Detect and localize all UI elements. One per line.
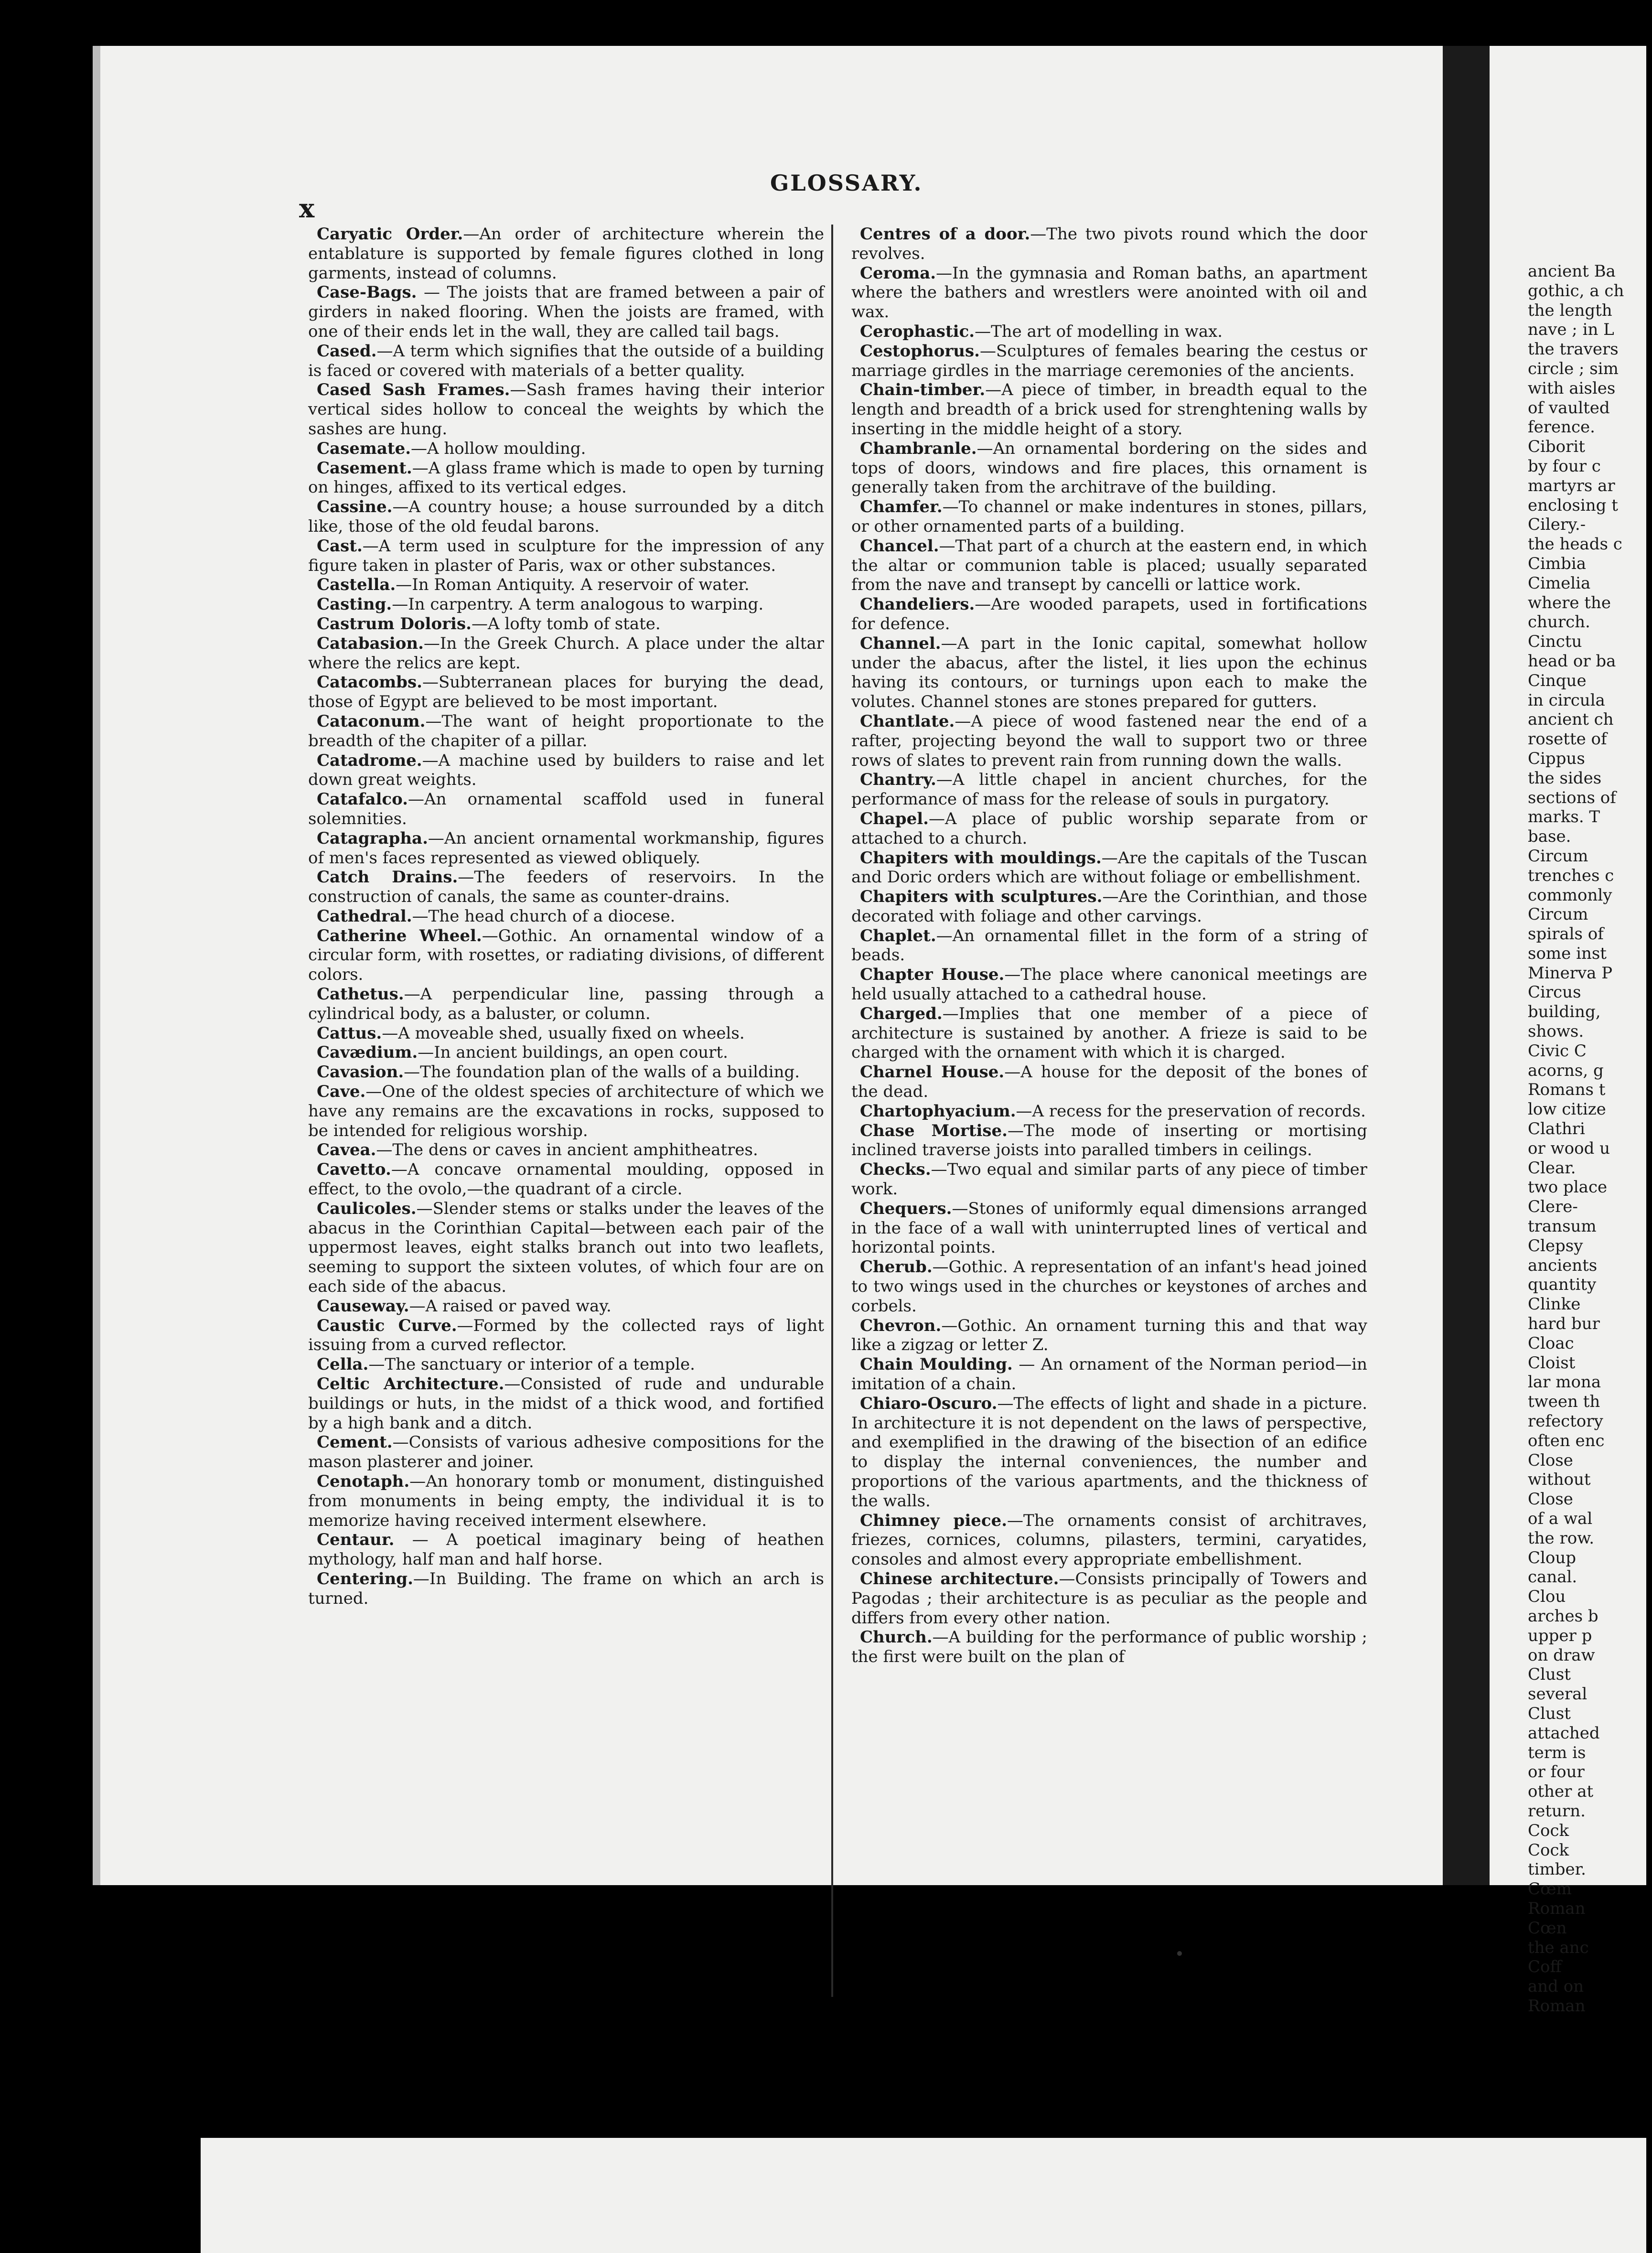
- glossary-entry: [308, 595, 824, 614]
- facing-page-line: the heads c: [1528, 535, 1622, 554]
- glossary-entry: [851, 1569, 1367, 1628]
- glossary-entry: [308, 1140, 824, 1160]
- facing-page-line: quantity: [1528, 1275, 1597, 1295]
- entry-term: Chantlate.: [860, 711, 955, 731]
- entry-term: Catabasion.: [317, 633, 424, 653]
- entry-definition: —The foundation plan of the walls of a building.: [404, 1062, 800, 1082]
- facing-page-line: ference.: [1528, 418, 1595, 437]
- entry-term: Charged.: [860, 1004, 943, 1023]
- glossary-entry: [308, 575, 824, 595]
- entry-definition: —Consists of various adhesive compositions for the mason plasterer and joiner.: [308, 1433, 824, 1472]
- facing-page-line: spirals of: [1528, 924, 1604, 944]
- facing-page-line: Clust: [1528, 1665, 1571, 1684]
- facing-page-line: the anc: [1528, 1938, 1589, 1957]
- entry-term: Cased.: [317, 341, 377, 361]
- facing-page-line: return.: [1528, 1801, 1586, 1821]
- entry-term: Chandeliers.: [860, 595, 975, 614]
- entry-term: Catch Drains.: [317, 868, 458, 887]
- facing-page-text: [1528, 262, 1652, 2016]
- entry-definition: —Two equal and similar parts of any piece of timber work.: [851, 1160, 1367, 1199]
- entry-definition: —A moveable shed, usually fixed on wheels.: [382, 1023, 745, 1043]
- entry-term: Chase Mortise.: [860, 1121, 1008, 1140]
- glossary-entry: [851, 1394, 1367, 1511]
- glossary-entry: [851, 497, 1367, 536]
- facing-page-line: ancients: [1528, 1255, 1598, 1275]
- entry-definition: —An ornamental fillet in the form of a string of beads.: [851, 926, 1367, 965]
- entry-term: Cestophorus.: [860, 341, 980, 361]
- glossary-entry: [851, 439, 1367, 497]
- entry-term: Checks.: [860, 1160, 931, 1180]
- facing-page-line: ancient ch: [1528, 710, 1614, 730]
- entry-term: Chequers.: [860, 1199, 952, 1218]
- entry-term: Chapter House.: [860, 965, 1005, 985]
- facing-page-line: head or ba: [1528, 651, 1616, 671]
- glossary-entry: [308, 1297, 824, 1316]
- facing-page-line: two place: [1528, 1178, 1608, 1197]
- facing-page-line: Cippus: [1528, 749, 1585, 768]
- entry-term: Chancel.: [860, 536, 939, 556]
- facing-page-line: ancient Ba: [1528, 262, 1616, 281]
- entry-term: Castrum Doloris.: [317, 614, 472, 633]
- entry-term: Chapiters with mouldings.: [860, 848, 1102, 868]
- glossary-entry: [308, 380, 824, 439]
- entry-term: Chiaro-Oscuro.: [860, 1394, 998, 1413]
- entry-term: Catafalco.: [317, 790, 408, 809]
- entry-definition: —Sash frames having their interior vertical sides hollow to conceal the weights by which the sashes are hung.: [308, 380, 825, 439]
- entry-definition: —Slender stems or stalks under the leaves of the abacus in the Corinthian Capital—between each pair of the uppermost leaves, eight stalks branch out into two leaflets, seeming to support the sixteen volutes, of which four are on each side of the abacus.: [308, 1199, 824, 1297]
- glossary-entry: [308, 1569, 824, 1609]
- facing-page-line: refectory: [1528, 1412, 1603, 1431]
- glossary-entry: [308, 1433, 824, 1472]
- facing-page-line: Cinque: [1528, 671, 1587, 690]
- entry-term: Catagrapha.: [317, 828, 428, 848]
- glossary-entry: [308, 907, 824, 926]
- entry-term: Cattus.: [317, 1023, 382, 1043]
- entry-term: Castella.: [317, 575, 396, 595]
- entry-definition: —A building for the performance of public worship ; the first were built on the plan of: [851, 1628, 1367, 1667]
- entry-definition: —An ornamental scaffold used in funeral solemnities.: [308, 790, 824, 828]
- entry-term: Chevron.: [860, 1316, 942, 1335]
- facing-page-line: Minerva P: [1528, 963, 1613, 983]
- facing-page-line: lar mona: [1528, 1373, 1601, 1392]
- entry-term: Casement.: [317, 458, 412, 478]
- facing-page-line: often enc: [1528, 1431, 1605, 1450]
- entry-definition: —Consists principally of Towers and Pagodas ; their architecture is as peculiar as the people and differs from every other nation.: [851, 1569, 1367, 1628]
- glossary-entry: [851, 225, 1367, 264]
- entry-term: Catherine Wheel.: [317, 926, 482, 945]
- facing-page-line: Coff: [1528, 1957, 1562, 1977]
- entry-term: Cavetto.: [317, 1160, 391, 1180]
- entry-term: Cenotaph.: [317, 1472, 410, 1491]
- entry-definition: —A place of public worship separate from or attached to a church.: [851, 809, 1367, 848]
- entry-definition: —The dens or caves in ancient amphitheatres.: [376, 1140, 758, 1160]
- glossary-entry: [851, 1160, 1367, 1199]
- facing-page: [1490, 46, 1646, 2016]
- entry-term: Cataconum.: [317, 711, 426, 731]
- facing-page-line: Circum: [1528, 846, 1588, 866]
- entry-term: Celtic Architecture.: [317, 1374, 504, 1394]
- entry-term: Cast.: [317, 536, 363, 556]
- facing-page-line: by four c: [1528, 456, 1601, 476]
- glossary-entry: [851, 1121, 1367, 1160]
- entry-definition: —Sculptures of females bearing the cestus or marriage girdles in the marriage ceremonies of the ancients.: [851, 341, 1367, 380]
- facing-page-line: sections of: [1528, 788, 1616, 807]
- entry-definition: —A perpendicular line, passing through a cylindrical body, as a baluster, or column.: [308, 985, 824, 1023]
- glossary-entry: [851, 595, 1367, 634]
- entry-term: Church.: [860, 1628, 933, 1647]
- entry-definition: —Are wooded parapets, used in fortifications for defence.: [851, 595, 1367, 633]
- facing-page-line: Cœm: [1528, 1879, 1572, 1899]
- glossary-entry: [308, 1199, 824, 1297]
- entry-term: Caulicoles.: [317, 1199, 417, 1218]
- glossary-entry: [308, 1316, 824, 1355]
- glossary-entry: [308, 926, 824, 985]
- entry-definition: —In Roman Antiquity. A reservoir of water.: [396, 575, 750, 595]
- entry-term: Cella.: [317, 1355, 369, 1374]
- entry-definition: —In carpentry. A term analogous to warping.: [392, 595, 764, 614]
- glossary-entry: [308, 829, 824, 868]
- glossary-entry: [308, 751, 824, 790]
- entry-definition: —The two pivots round which the door revolves.: [851, 225, 1367, 263]
- entry-definition: —A term which signifies that the outside of a building is faced or covered with materials of a better quality.: [308, 341, 824, 380]
- facing-page-line: of vaulted: [1528, 398, 1610, 418]
- entry-term: Chimney piece.: [860, 1511, 1008, 1530]
- facing-page-line: Cloup: [1528, 1548, 1577, 1567]
- glossary-entry: [308, 712, 824, 751]
- facing-page-line: or four: [1528, 1762, 1585, 1782]
- entry-definition: —Implies that one member of a piece of architecture is sustained by another. A frieze is said to be charged with the ornament with which it is charged.: [851, 1004, 1367, 1062]
- glossary-entry: [851, 1004, 1367, 1062]
- entry-definition: —A piece of wood fastened near the end of a rafter, projecting beyond the wall to support two or three rows of slates to prevent rain from running down the walls.: [851, 711, 1367, 770]
- facing-page-line: with aisles: [1528, 378, 1616, 398]
- entry-definition: —An ancient ornamental workmanship, figures of men's faces represented as viewed obliquely.: [308, 828, 824, 868]
- facing-page-line: low citize: [1528, 1100, 1606, 1119]
- facing-page-line: Ciborit: [1528, 437, 1585, 457]
- facing-page-line: martyrs ar: [1528, 476, 1615, 495]
- entry-term: Chinese architecture.: [860, 1569, 1059, 1588]
- entry-term: Caustic Curve.: [317, 1316, 457, 1335]
- glossary-entry: [308, 1024, 824, 1043]
- facing-page-line: enclosing t: [1528, 495, 1618, 515]
- facing-page-line: transum: [1528, 1217, 1597, 1236]
- facing-page-line: Cloist: [1528, 1353, 1576, 1373]
- facing-page-line: Clathri: [1528, 1119, 1585, 1139]
- glossary-entry: [308, 1355, 824, 1374]
- entry-definition: —The feeders of reservoirs. In the construction of canals, the same as counter-drains.: [308, 868, 824, 907]
- entry-term: Cavasion.: [317, 1062, 404, 1082]
- glossary-entry: [851, 634, 1367, 712]
- glossary-entry: [308, 673, 824, 712]
- facing-page-line: acorns, g: [1528, 1061, 1604, 1080]
- facing-page-line: other at: [1528, 1782, 1594, 1802]
- glossary-entry: [308, 1043, 824, 1062]
- facing-page-line: Cimbia: [1528, 554, 1587, 573]
- facing-page-line: circle ; sim: [1528, 359, 1619, 378]
- entry-term: Chapiters with sculptures.: [860, 887, 1103, 907]
- facing-page-line: marks. T: [1528, 807, 1600, 827]
- facing-page-line: Close: [1528, 1450, 1573, 1470]
- facing-page-line: Clust: [1528, 1704, 1571, 1723]
- entry-term: Cavædium.: [317, 1043, 418, 1062]
- entry-definition: —In the Greek Church. A place under the altar where the relics are kept.: [308, 633, 824, 673]
- entry-definition: —The head church of a diocese.: [412, 906, 676, 926]
- glossary-entry: [851, 1062, 1367, 1102]
- glossary-entry: [851, 1102, 1367, 1121]
- entry-definition: —Stones of uniformly equal dimensions arranged in the face of a wall with uninterrupted lines of vertical and horizontal points.: [851, 1199, 1367, 1257]
- entry-definition: —A country house; a house surrounded by a ditch like, those of the old feudal barons.: [308, 497, 824, 536]
- entry-definition: —Gothic. An ornamental window of a circular form, with rosettes, or radiating divisions, of different colors.: [308, 926, 824, 985]
- glossary-entry: [308, 342, 824, 381]
- entry-definition: —A piece of timber, in breadth equal to the length and breadth of a brick used for strenghtening walls by inserting in the middle height of a story.: [851, 380, 1367, 439]
- entry-term: Chain-timber.: [860, 380, 986, 400]
- column-rule: [831, 225, 833, 1997]
- facing-page-line: in circula: [1528, 690, 1605, 710]
- entry-term: Cerophastic.: [860, 322, 975, 341]
- left-column: [308, 225, 824, 1609]
- entry-term: Cavea.: [317, 1140, 376, 1160]
- entry-term: Catadrome.: [317, 751, 422, 770]
- entry-definition: —To channel or make indentures in stones, pillars, or other ornamented parts of a building.: [851, 497, 1367, 536]
- glossary-entry: [851, 887, 1367, 926]
- entry-term: Cassine.: [317, 497, 393, 517]
- facing-page-line: term is: [1528, 1743, 1586, 1762]
- entry-definition: —An honorary tomb or monument, distinguished from monuments in being empty, the individual it is to memorize having received interment elsewhere.: [308, 1472, 824, 1530]
- glossary-entry: [851, 322, 1367, 342]
- glossary-entry: [851, 926, 1367, 966]
- entry-definition: —The ornaments consist of architraves, friezes, cornices, columns, pilasters, termini, caryatides, consoles and almost every appropriate embellishment.: [851, 1511, 1367, 1569]
- facing-page-line: nave ; in L: [1528, 320, 1614, 340]
- entry-term: Chaplet.: [860, 926, 936, 945]
- glossary-entry: [851, 1257, 1367, 1316]
- glossary-entry: [308, 536, 824, 576]
- facing-page-line: Cimelia: [1528, 573, 1591, 593]
- glossary-entry: [851, 1316, 1367, 1355]
- entry-term: Catacombs.: [317, 673, 422, 692]
- facing-page-line: Cinctu: [1528, 632, 1582, 652]
- facing-page-line: on draw: [1528, 1645, 1595, 1665]
- glossary-entry: [308, 283, 824, 341]
- glossary-entry: [851, 1199, 1367, 1257]
- entry-definition: —Gothic. A representation of an infant's head joined to two wings used in the churches or keystones of arches and corbels.: [851, 1257, 1367, 1316]
- facing-page-line: Close: [1528, 1490, 1573, 1509]
- entry-definition: —An ornamental bordering on the sides and tops of doors, windows and fire places, this ornament is generally taken from the architrave of the building.: [851, 439, 1367, 497]
- facing-page-line: the sides: [1528, 768, 1602, 788]
- running-head: GLOSSARY.: [770, 170, 923, 196]
- facing-page-line: Clinke: [1528, 1295, 1581, 1314]
- entry-term: Cement.: [317, 1433, 393, 1452]
- glossary-entry: [851, 380, 1367, 439]
- entry-definition: —In the gymnasia and Roman baths, an apartment where the bathers and wrestlers were anointed with oil and wax.: [851, 263, 1367, 322]
- glossary-entry: [851, 712, 1367, 770]
- entry-definition: —A hollow moulding.: [411, 439, 586, 458]
- glossary-entry: [851, 848, 1367, 888]
- entry-term: Channel.: [860, 633, 941, 653]
- entry-definition: —That part of a church at the eastern end, in which the altar or communion table is placed; usually separated from the nave and transept by cancelli or lattice work.: [851, 536, 1367, 595]
- facing-page-line: Roman: [1528, 1996, 1586, 2016]
- entry-term: Cathedral.: [317, 906, 412, 926]
- facing-page-line: shows.: [1528, 1022, 1584, 1041]
- entry-term: Caryatic Order.: [317, 225, 463, 244]
- entry-definition: — A poetical imaginary being of heathen mythology, half man and half horse.: [308, 1530, 824, 1569]
- entry-definition: —A term used in sculpture for the impression of any figure taken in plaster of Paris, wax or other substances.: [308, 536, 824, 575]
- glossary-entry: [308, 985, 824, 1024]
- glossary-entry: [308, 1062, 824, 1082]
- glossary-entry: [308, 459, 824, 498]
- entry-definition: —Formed by the collected rays of light issuing from a curved reflector.: [308, 1316, 824, 1355]
- entry-term: Chambranle.: [860, 439, 977, 458]
- entry-term: Case-Bags.: [317, 283, 417, 302]
- facing-page-line: Romans t: [1528, 1080, 1606, 1100]
- entry-term: Centering.: [317, 1569, 413, 1588]
- facing-page-line: attached: [1528, 1723, 1600, 1743]
- entry-term: Chamfer.: [860, 497, 943, 517]
- facing-page-line: timber.: [1528, 1860, 1586, 1879]
- glossary-entry: [851, 342, 1367, 381]
- facing-page-line: without: [1528, 1470, 1591, 1490]
- entry-term: Casting.: [317, 595, 392, 614]
- entry-term: Centres of a door.: [860, 225, 1030, 244]
- entry-definition: —A part in the Ionic capital, somewhat hollow under the abacus, after the listel, it lies upon the echinus having its contours, or turnings upon each to make the volutes. Channel stones are stones prepared for gutters.: [851, 633, 1367, 712]
- glossary-entry: [851, 264, 1367, 322]
- facing-page-line: base.: [1528, 827, 1571, 847]
- entry-definition: —A house for the deposit of the bones of the dead.: [851, 1062, 1367, 1102]
- glossary-entry: [308, 225, 824, 283]
- glossary-entry: [308, 1082, 824, 1140]
- entry-term: Causeway.: [317, 1296, 409, 1316]
- facing-page-line: arches b: [1528, 1606, 1598, 1626]
- entry-definition: —The sanctuary or interior of a temple.: [368, 1355, 695, 1374]
- entry-term: Charnel House.: [860, 1062, 1005, 1082]
- glossary-entry: [308, 497, 824, 536]
- glossary-entry: [308, 634, 824, 673]
- entry-definition: —A lofty tomb of state.: [471, 614, 661, 633]
- entry-definition: —A machine used by builders to raise and let down great weights.: [308, 751, 824, 790]
- facing-page-line: building,: [1528, 1002, 1601, 1022]
- facing-page-line: Clou: [1528, 1587, 1566, 1607]
- entry-definition: —One of the oldest species of architecture of which we have any remains are the excavations in rocks, supposed to be intended for religious worship.: [308, 1082, 824, 1140]
- entry-term: Chapel.: [860, 809, 929, 828]
- facing-page-line: the row.: [1528, 1528, 1595, 1548]
- entry-definition: —In ancient buildings, an open court.: [418, 1043, 728, 1062]
- facing-page-line: trenches c: [1528, 866, 1614, 885]
- page-number: x: [299, 193, 315, 224]
- entry-term: Ceroma.: [860, 263, 936, 283]
- facing-page-line: Civic C: [1528, 1041, 1587, 1061]
- entry-definition: —The want of height proportionate to the breadth of the chapiter of a pillar.: [308, 711, 824, 751]
- glossary-entry: [851, 770, 1367, 809]
- entry-term: Cave.: [317, 1082, 366, 1102]
- facing-page-line: gothic, a ch: [1528, 281, 1624, 300]
- book-gutter: [1443, 46, 1490, 1885]
- facing-page-line: upper p: [1528, 1626, 1592, 1645]
- entry-definition: —Gothic. An ornament turning this and that way like a zigzag or letter Z.: [851, 1316, 1367, 1355]
- entry-definition: —Are the capitals of the Tuscan and Doric orders which are without foliage or embellishment.: [851, 848, 1367, 887]
- entry-definition: —A little chapel in ancient churches, for the performance of mass for the release of souls in purgatory.: [851, 770, 1367, 809]
- entry-definition: —The place where canonical meetings are held usually attached to a cathedral house.: [851, 965, 1367, 1004]
- facing-page-line: Cloac: [1528, 1333, 1574, 1353]
- facing-page-line: Cilery.-: [1528, 515, 1586, 535]
- glossary-entry: [308, 614, 824, 634]
- entry-definition: — An ornament of the Norman period—in imitation of a chain.: [851, 1355, 1367, 1394]
- glossary-entry: [851, 1511, 1367, 1569]
- right-column: [851, 225, 1367, 1667]
- entry-definition: —A raised or paved way.: [409, 1296, 611, 1316]
- facing-page-line: Circum: [1528, 905, 1588, 924]
- glossary-entry: [851, 965, 1367, 1004]
- glossary-entry: [308, 868, 824, 907]
- entry-term: Cased Sash Frames.: [317, 380, 510, 400]
- entry-term: Cherub.: [860, 1257, 933, 1277]
- facing-page-line: Cock: [1528, 1840, 1569, 1860]
- facing-page-line: Clepsy: [1528, 1236, 1583, 1255]
- entry-term: Centaur.: [317, 1530, 395, 1550]
- entry-definition: —The art of modelling in wax.: [975, 322, 1223, 341]
- facing-page-line: of a wal: [1528, 1509, 1593, 1528]
- entry-definition: — The joists that are framed between a pair of girders in naked flooring. When the joists are framed, with one of their ends let in the wall, they are called tail bags.: [308, 283, 824, 341]
- facing-page-line: Roman: [1528, 1899, 1586, 1918]
- glossary-entry: [308, 439, 824, 459]
- facing-page-line: Cock: [1528, 1821, 1569, 1840]
- glossary-entry: [308, 790, 824, 829]
- entry-definition: —Consisted of rude and undurable buildings or huts, in the midst of a thick wood, and fortified by a high bank and a ditch.: [308, 1374, 825, 1433]
- facing-page-line: Cœn: [1528, 1918, 1567, 1938]
- facing-page-line: Clere-: [1528, 1197, 1578, 1217]
- glossary-entry: [851, 536, 1367, 595]
- glossary-entry: [851, 1628, 1367, 1667]
- glossary-entry: [308, 1374, 824, 1433]
- facing-page-line: tween th: [1528, 1392, 1600, 1412]
- facing-page-line: the length: [1528, 300, 1612, 320]
- facing-page-line: church.: [1528, 612, 1590, 632]
- facing-page-line: some inst: [1528, 944, 1607, 963]
- facing-page-line: canal.: [1528, 1567, 1577, 1587]
- facing-page-line: or wood u: [1528, 1138, 1610, 1158]
- entry-definition: —In Building. The frame on which an arch is turned.: [308, 1569, 824, 1608]
- entry-term: Chantry.: [860, 770, 936, 790]
- entry-definition: —A glass frame which is made to open by turning on hinges, affixed to its vertical edges.: [308, 458, 824, 497]
- facing-page-line: where the: [1528, 593, 1611, 612]
- entry-term: Chain Moulding.: [860, 1355, 1013, 1374]
- glossary-entry: [851, 809, 1367, 848]
- glossary-entry: [308, 1472, 824, 1530]
- facing-page-line: commonly: [1528, 885, 1612, 905]
- entry-definition: —Subterranean places for burying the dead, those of Egypt are believed to be most important.: [308, 673, 824, 712]
- entry-definition: —Are the Corinthian, and those decorated with foliage and other carvings.: [851, 887, 1367, 926]
- entry-term: Chartophyacium.: [860, 1101, 1016, 1121]
- entry-term: Casemate.: [317, 439, 411, 458]
- entry-definition: —The effects of light and shade in a picture. In architecture it is not dependent on the laws of perspective, and exemplified in the drawing of the bisection of an edifice to display the internal conveniences, the number and proportions of the various apartments, and the thickness of the walls.: [851, 1394, 1367, 1511]
- glossary-entry: [308, 1530, 824, 1569]
- facing-page-line: several: [1528, 1684, 1588, 1704]
- facing-page-line: Circus: [1528, 983, 1581, 1002]
- next-page-strip: [201, 2138, 1646, 2253]
- entry-definition: —An order of architecture wherein the entablature is supported by female figures clothed in long garments, instead of columns.: [308, 225, 825, 283]
- glossary-entry: [851, 1355, 1367, 1394]
- entry-definition: —A concave ornamental moulding, opposed in effect, to the ovolo,—the quadrant of a circle.: [308, 1160, 824, 1199]
- facing-page-line: rosette of: [1528, 730, 1607, 749]
- facing-page-line: Clear.: [1528, 1158, 1576, 1178]
- facing-page-line: and on: [1528, 1977, 1584, 1996]
- glossary-entry: [308, 1160, 824, 1199]
- facing-page-line: the travers: [1528, 340, 1619, 359]
- entry-term: Cathetus.: [317, 985, 404, 1004]
- ink-speck: [1177, 1951, 1182, 1956]
- entry-definition: —The mode of inserting or mortising inclined traverse joists into paralled timbers in ceilings.: [851, 1121, 1367, 1160]
- facing-page-line: hard bur: [1528, 1314, 1600, 1334]
- entry-definition: —A recess for the preservation of records.: [1016, 1101, 1366, 1121]
